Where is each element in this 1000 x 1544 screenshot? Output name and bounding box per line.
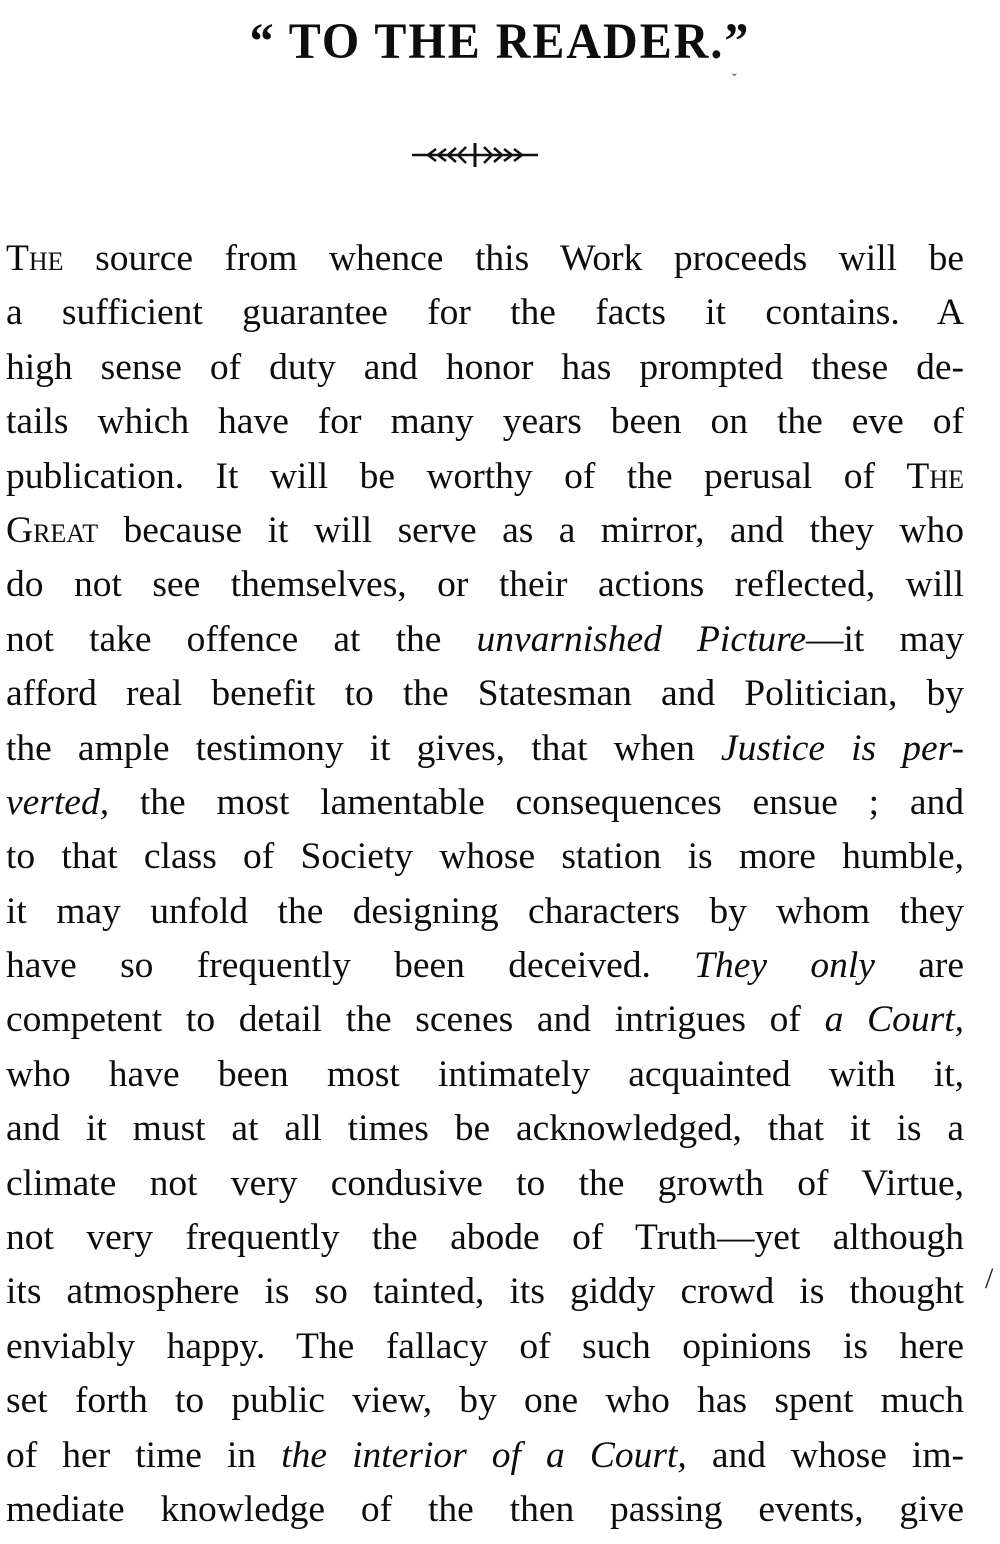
- text-run: who have been most intimately acquainted with it,: [6, 1053, 964, 1095]
- small-caps-word: The: [906, 455, 964, 497]
- text-line: [6, 341, 964, 395]
- text-run: mediate knowledge of the then passing events, give: [6, 1488, 964, 1530]
- text-line: [6, 558, 964, 612]
- text-run: and it must at all times be acknowledged, that it is a: [6, 1108, 964, 1150]
- preface-paragraph: [6, 232, 964, 1537]
- text-line: [6, 830, 964, 884]
- text-line: [6, 939, 964, 993]
- text-run: tails which have for many years been on the eve of: [6, 401, 964, 443]
- text-run: its atmosphere is so tainted, its giddy crowd is thought: [6, 1271, 964, 1313]
- text-run: do not see themselves, or their actions reflected, will: [6, 564, 964, 606]
- text-run: publication. It will be worthy of the perusal of: [6, 455, 907, 497]
- text-run: a sufficient guarantee for the facts it contains. A: [6, 292, 964, 334]
- small-caps-word: The: [6, 238, 64, 279]
- stray-mark: ˇ: [732, 72, 737, 87]
- italic-phrase: verted,: [6, 781, 110, 823]
- italic-phrase: unvarnished Picture: [476, 618, 806, 660]
- text-run: set forth to public view, by one who has spent much: [6, 1380, 964, 1422]
- text-line: [6, 1429, 964, 1483]
- text-line: [6, 1265, 964, 1319]
- text-line: [6, 1374, 964, 1428]
- text-line: [6, 885, 964, 939]
- italic-phrase: They only: [694, 945, 875, 987]
- text-line: [6, 504, 964, 558]
- text-run: —it may: [805, 618, 964, 660]
- text-line: [6, 776, 964, 830]
- text-run: climate not very condusive to the growth of Virtue,: [6, 1162, 964, 1204]
- text-line: [6, 722, 964, 776]
- text-line: [6, 286, 964, 340]
- text-run: because it will serve as a mirror, and they who: [98, 509, 964, 551]
- text-run: have so frequently been deceived.: [6, 945, 695, 987]
- text-line: [6, 232, 964, 286]
- stray-mark: /: [985, 1262, 994, 1295]
- text-line: [6, 667, 964, 721]
- text-run: enviably happy. The fallacy of such opinions is here: [6, 1325, 964, 1367]
- text-run: competent to detail the scenes and intrigues of: [6, 999, 825, 1041]
- text-run: and whose im-: [686, 1434, 965, 1476]
- text-line: [6, 1320, 964, 1374]
- text-run: to that class of Society whose station is more humble,: [6, 836, 964, 878]
- page-title: “ TO THE READER.”: [249, 13, 751, 70]
- text-line: [6, 1483, 964, 1537]
- text-run: it may unfold the designing characters by whom they: [6, 890, 964, 932]
- text-run: the most lamentable consequences ensue ; and: [109, 781, 964, 823]
- text-run: afford real benefit to the Statesman and Politician, by: [6, 673, 964, 715]
- text-run: the ample testimony it gives, that when: [6, 727, 721, 769]
- italic-phrase: Justice is per-: [720, 727, 964, 769]
- text-run: not very frequently the abode of Truth—yet although: [6, 1217, 964, 1259]
- text-run: of her time in: [6, 1434, 282, 1476]
- text-run: high sense of duty and honor has prompted these de-: [6, 346, 964, 388]
- decorative-rule-icon: [410, 140, 540, 170]
- text-line: [6, 1048, 964, 1102]
- text-line: [6, 450, 964, 504]
- text-line: [6, 1211, 964, 1265]
- text-run: not take offence at the: [6, 618, 477, 660]
- italic-phrase: a Court,: [824, 999, 965, 1041]
- text-run: are: [874, 945, 964, 987]
- text-line: [6, 1157, 964, 1211]
- italic-phrase: the interior of a Court,: [281, 1434, 687, 1476]
- text-run: source from whence this Work proceeds will be: [63, 238, 964, 279]
- text-line: [6, 613, 964, 667]
- text-line: [6, 395, 964, 449]
- text-line: [6, 993, 964, 1047]
- text-line: [6, 1102, 964, 1156]
- small-caps-word: Great: [6, 509, 99, 551]
